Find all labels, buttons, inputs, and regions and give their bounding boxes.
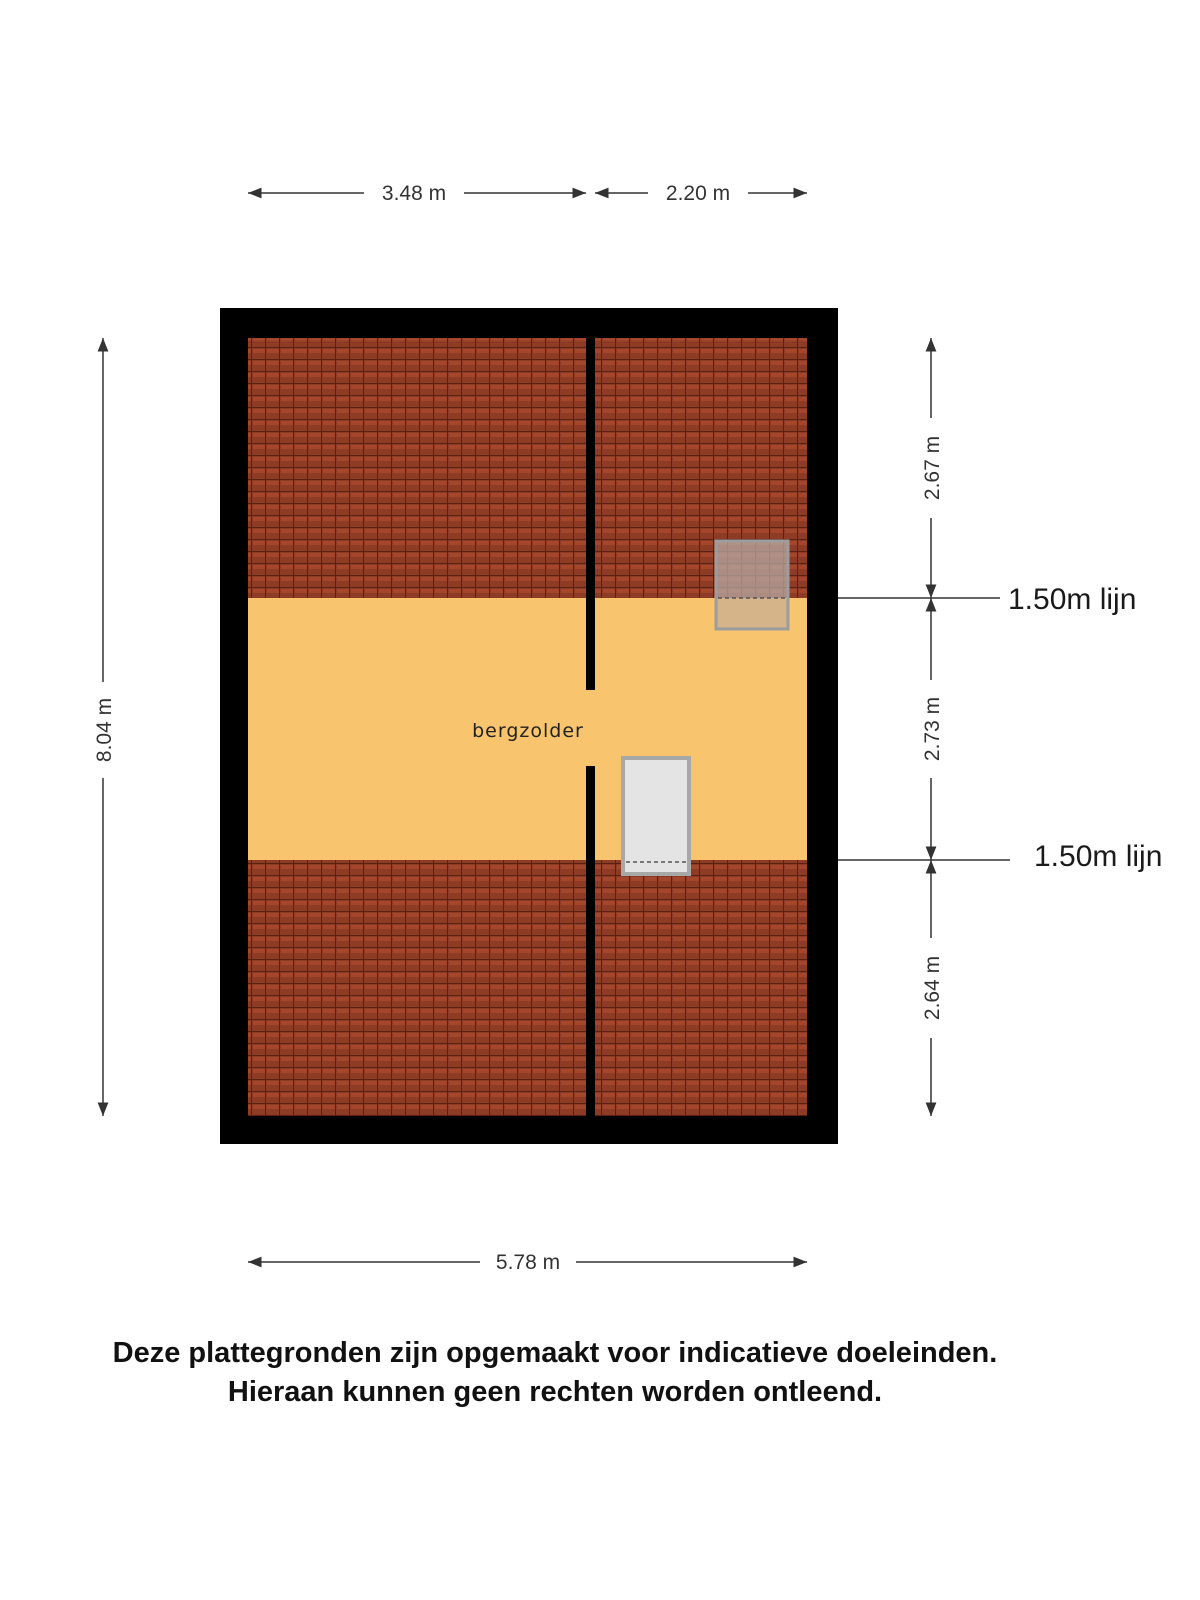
roof-tiles-bottom-right <box>595 860 807 1116</box>
skylight-lower-frame <box>623 758 689 874</box>
roof-tiles-bottom-left <box>248 860 586 1116</box>
disclaimer <box>0 1334 1110 1412</box>
disclaimer-line-1: Deze plattegronden zijn opgemaakt voor indicatieve doeleinden. <box>112 1337 998 1369</box>
roof-tiles-top-left <box>248 338 586 598</box>
height-line-lower-label: 1.50m lijn <box>1034 840 1163 873</box>
room-label-bergzolder: bergzolder <box>472 720 584 742</box>
skylight-lower <box>623 758 689 874</box>
dim-top-left: 3.48 m <box>381 182 447 205</box>
dim-top-right: 2.20 m <box>665 182 731 205</box>
height-line-upper-label: 1.50m lijn <box>1008 583 1137 616</box>
dim-bottom-total: 5.78 m <box>495 1251 561 1274</box>
skylight-upper-floor-part <box>718 598 786 627</box>
skylight-upper <box>716 541 788 629</box>
dim-left-total: 8.04 m <box>93 697 116 763</box>
dim-right-middle: 2.73 m <box>921 696 944 762</box>
dim-right-bottom: 2.64 m <box>921 955 944 1021</box>
partition-wall-lower <box>586 766 595 1116</box>
partition-wall-upper <box>586 338 595 690</box>
disclaimer-line-2: Hieraan kunnen geen rechten worden ontleend. <box>227 1376 883 1408</box>
dim-right-top: 2.67 m <box>921 435 944 501</box>
